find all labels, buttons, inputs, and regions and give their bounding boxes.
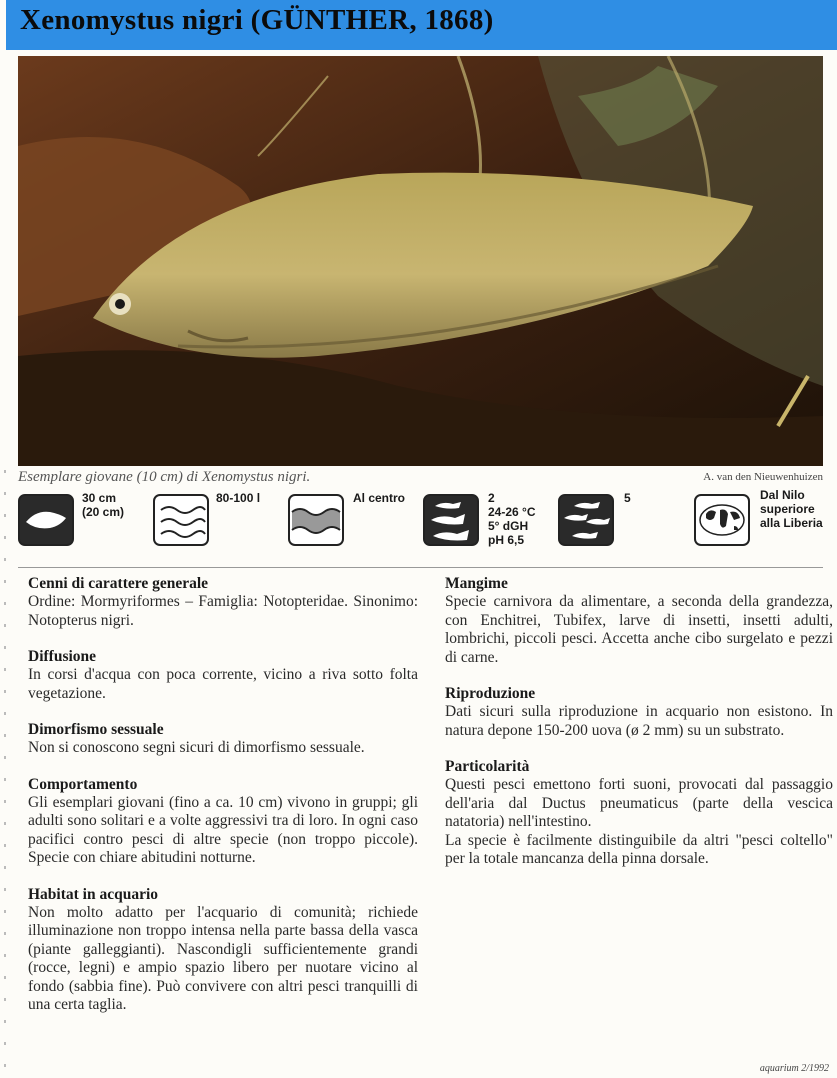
origin-label: Dal Nilo superiore alla Liberia: [760, 488, 823, 530]
text-particularities: Questi pesci emettono forti suoni, provocati dal passaggio dell'aria dal Ductus pneumaticus (parte della vescica natatoria) nell'intestino.: [445, 776, 833, 830]
heading-particularities: Particolarità: [445, 758, 530, 775]
fish-size-icon: [18, 494, 74, 546]
text-particularities-2: La specie è facilmente distinguibile da altri "pesci coltello" per la totale mancanza della pinna dorsale.: [445, 831, 833, 867]
world-map-icon: [694, 494, 750, 546]
heading-behavior: Comportamento: [28, 775, 138, 793]
text-behavior: Gli esemplari giovani (fino a ca. 10 cm) vivono in gruppi; gli adulti sono solitari e a volte aggressivi tra di loro. In ogni caso pacifici contro pesci di altre specie (non troppo piccole). Specie con chiare abitudini notturne.: [28, 793, 418, 866]
tank-volume-icon: [153, 494, 209, 546]
text-distribution: In corsi d'acqua con poca corrente, vicino a riva sotto folta vegetazione.: [28, 666, 418, 702]
difficulty-label: 5: [624, 491, 631, 505]
page-title: Xenomystus nigri (GÜNTHER, 1868): [20, 4, 494, 36]
heading-food: Mangime: [445, 575, 508, 592]
photo-caption: Esemplare giovane (10 cm) di Xenomystus nigri.: [18, 469, 311, 485]
margin-decoration: [4, 470, 6, 1070]
section-divider: [18, 567, 823, 568]
heading-reproduction: Riproduzione: [445, 685, 536, 702]
swim-zone-icon: [288, 494, 344, 546]
heading-distribution: Diffusione: [28, 648, 97, 665]
heading-aquarium-habitat: Habitat in acquario: [28, 885, 159, 903]
volume-label: 80-100 l: [216, 491, 261, 505]
heading-dimorphism: Dimorfismo sessuale: [28, 721, 164, 738]
title-bar: [6, 0, 837, 50]
text-food: Specie carnivora da alimentare, a seconda della grandezza, con Enchitrei, Tubifex, larve di insetti, insetti adulti, lombrichi, piccoli pesci. Accetta anche cibo surgelato e pezzi di carne.: [445, 593, 833, 666]
size-label: 30 cm (20 cm): [82, 491, 125, 519]
text-dimorphism: Non si conoscono segni sicuri di dimorfismo sessuale.: [28, 739, 365, 756]
text-general: Ordine: Mormyriformes – Famiglia: Notopteridae. Sinonimo: Notopterus nigri.: [28, 593, 418, 629]
left-column: [28, 574, 418, 1032]
text-aquarium-habitat: Non molto adatto per l'acquario di comunità; richiede illuminazione non troppo intensa nella parte bassa della vasca (piante galleggianti). Nascondigli sufficientemente grandi (rocce, legni) e ampio spazio libero per nuotare vicino al fondo (sabbia fine). Può convivere con altri pesci tranquilli di una certa taglia.: [28, 903, 418, 1013]
heading-general: Cenni di carattere generale: [28, 575, 209, 592]
zone-label: Al centro: [353, 491, 406, 505]
water-params-icon: [423, 494, 479, 546]
photo-credit: A. van den Nieuwenhuizen: [703, 471, 823, 483]
water-label: 2 24-26 °C 5° dGH pH 6,5: [488, 491, 536, 547]
fish-photo: [18, 56, 823, 466]
text-reproduction: Dati sicuri sulla riproduzione in acquario non esistono. In natura depone 150-200 uova (ø 2 mm) su un substrato.: [445, 703, 833, 739]
issue-footer: aquarium 2/1992: [759, 1063, 829, 1074]
difficulty-icon: [558, 494, 614, 546]
right-column: [445, 574, 833, 886]
